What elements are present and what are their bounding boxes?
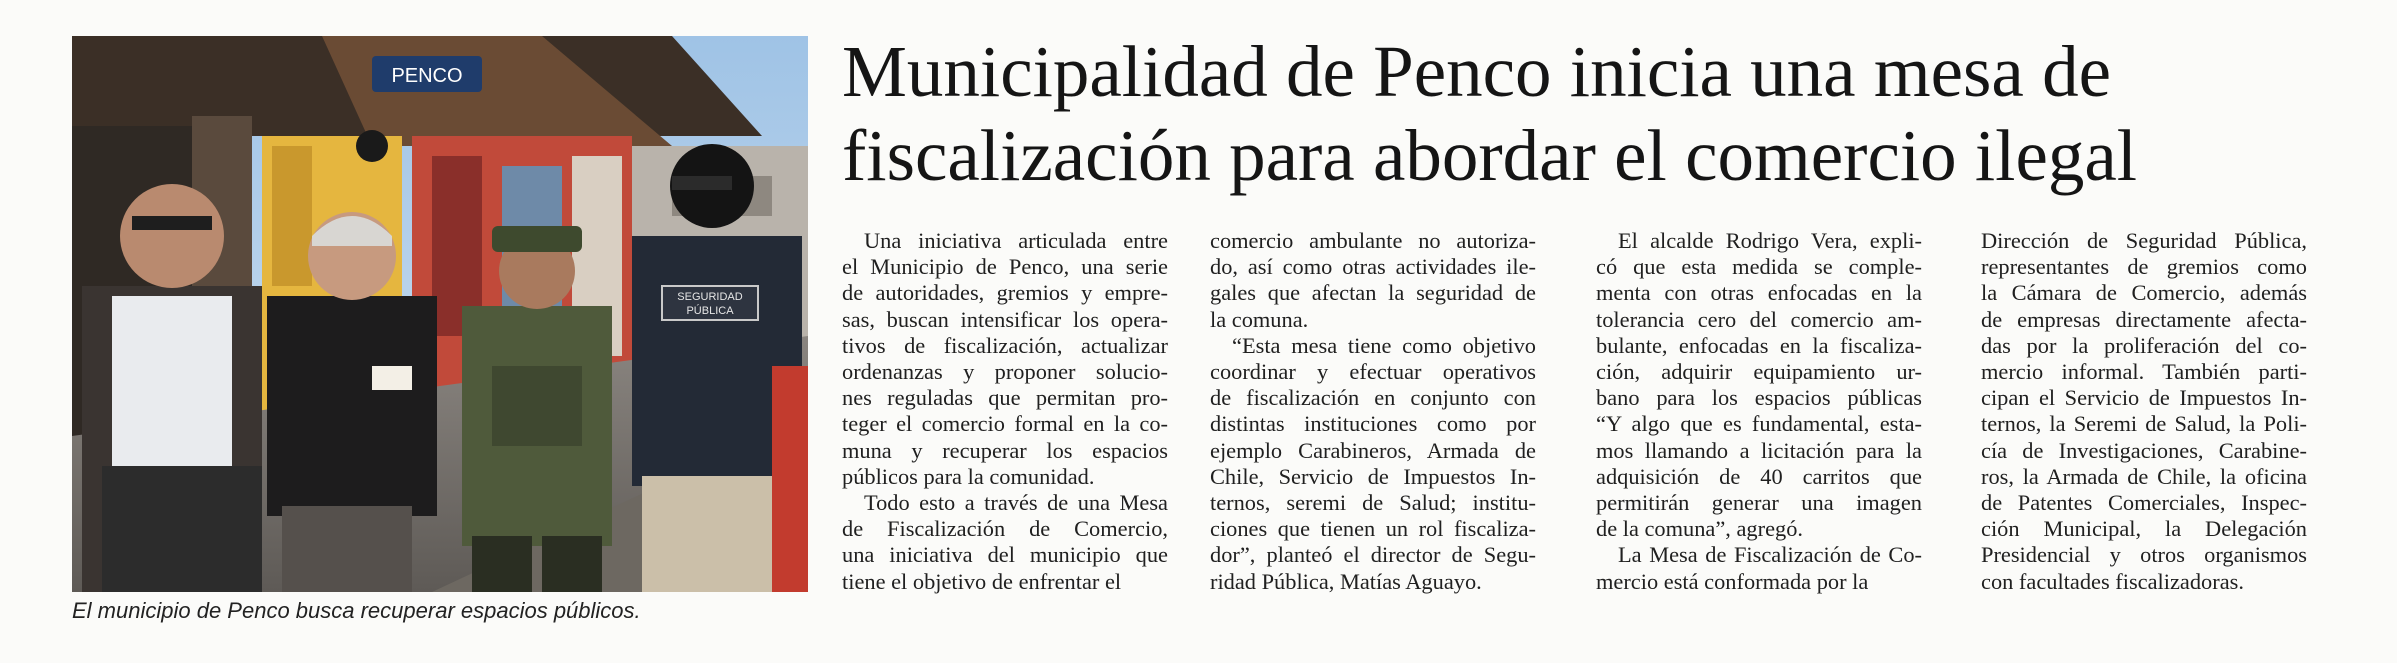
text-line: Chile, Servicio de Impuestos In- (1210, 463, 1536, 489)
text-line: ternos, la Seremi de Salud, la Poli- (1981, 411, 2307, 437)
text-line: una iniciativa del municipio que (842, 542, 1168, 568)
text-line: de empresas directamente afecta- (1981, 306, 2307, 332)
text-line: representantes de gremios como (1981, 254, 2307, 280)
text-line: mercio informal. También parti- (1981, 359, 2307, 385)
text-line: públicos para la comunidad. (842, 463, 1095, 489)
text-line: mercio está conformada por la (1596, 568, 1869, 594)
text-line: comercio ambulante no autoriza- (1210, 228, 1536, 253)
text-line: Presidencial y otros organismos (1981, 542, 2307, 568)
kiosk-sign-text: PENCO (391, 65, 463, 87)
text-line: ridad Pública, Matías Aguayo. (1210, 568, 1482, 594)
text-line: adquisición de 40 carritos que (1596, 463, 1922, 489)
text-line: teger el comercio formal en la co- (842, 411, 1168, 437)
article-photo (72, 36, 808, 592)
text-line: nes reguladas que permitan pro- (842, 385, 1168, 411)
text-line: ciones que tienen un rol fiscaliza- (1210, 516, 1536, 542)
text-line: con facultades fiscalizadoras. (1981, 568, 2244, 594)
text-line: La Mesa de Fiscalización de Co- (1618, 542, 1922, 568)
text-line: muna y recuperar los espacios (842, 437, 1168, 463)
headline-line-1: Municipalidad de Penco inicia una mesa de (842, 31, 2111, 112)
text-line: sas, buscan intensificar los opera- (842, 306, 1168, 332)
headline-line-2: fiscalización para abordar el comercio ilegal (842, 115, 2138, 196)
text-line: ternos, seremi de Salud; institu- (1210, 490, 1536, 516)
text-line: menta con otras enfocadas en la (1596, 280, 1922, 306)
photo-caption: El municipio de Penco busca recuperar espacios públicos. (72, 598, 641, 623)
text-line: tiene el objetivo de enfrentar el (842, 568, 1122, 594)
text-line: ción Municipal, la Delegación (1981, 516, 2307, 542)
text-line: de fiscalización en conjunto con (1210, 385, 1536, 411)
article-column-2 (1210, 228, 1536, 595)
text-line: distintas instituciones como por (1210, 411, 1536, 437)
text-line: el Municipio de Penco, una serie (842, 254, 1168, 280)
text-line: bano para los espacios públicas (1596, 385, 1922, 411)
text-line: do, así como otras actividades ile- (1210, 254, 1536, 280)
article-column-4 (1981, 228, 2307, 595)
text-line: de la comuna”, agregó. (1596, 516, 1804, 542)
text-line: cía de Investigaciones, Carabine- (1981, 437, 2307, 463)
text-line: mos llamando a licitación para la (1596, 437, 1922, 463)
text-line: El alcalde Rodrigo Vera, expli- (1618, 228, 1922, 253)
article-column-1 (842, 228, 1168, 595)
text-line: de Patentes Comerciales, Inspec- (1981, 490, 2307, 516)
text-line: gales que afectan la seguridad de (1210, 280, 1536, 306)
text-line: ordenanzas y proponer solucio- (842, 359, 1168, 385)
text-line: la Cámara de Comercio, además (1981, 280, 2307, 306)
text-line: “Esta mesa tiene como objetivo (1232, 332, 1536, 358)
text-line: das por la proliferación del co- (1981, 332, 2307, 358)
text-line: cipan el Servicio de Impuestos In- (1981, 385, 2307, 411)
text-line: coordinar y efectuar operativos (1210, 359, 1536, 385)
text-line: “Y algo que es fundamental, esta- (1596, 411, 1922, 437)
text-line: ejemplo Carabineros, Armada de (1210, 437, 1536, 463)
text-line: ros, la Armada de Chile, la oficina (1981, 463, 2307, 489)
text-line: tivos de fiscalización, actualizar (842, 332, 1168, 358)
article-column-3 (1596, 228, 1922, 595)
text-line: có que esta medida se comple- (1596, 254, 1922, 280)
text-line: ción, adquirir equipamiento ur- (1596, 359, 1922, 385)
text-line: tolerancia cero del comercio am- (1596, 306, 1922, 332)
text-line: de Fiscalización de Comercio, (842, 516, 1168, 542)
text-line: Todo esto a través de una Mesa (864, 490, 1168, 516)
text-line: Una iniciativa articulada entre (864, 228, 1168, 253)
vest-label-line1: SEGURIDAD (677, 291, 743, 303)
street-scene-illustration (72, 36, 808, 592)
text-line: bulante, enfocadas en la fiscaliza- (1596, 332, 1922, 358)
text-line: permitirán generar una imagen (1596, 490, 1922, 516)
article-headline (842, 30, 2362, 198)
text-line: de autoridades, gremios y empre- (842, 280, 1168, 306)
vest-label-line2: PÚBLICA (686, 305, 734, 317)
text-line: la comuna. (1210, 306, 1309, 332)
text-line: dor”, planteó el director de Segu- (1210, 542, 1536, 568)
text-line: Dirección de Seguridad Pública, (1981, 228, 2307, 253)
